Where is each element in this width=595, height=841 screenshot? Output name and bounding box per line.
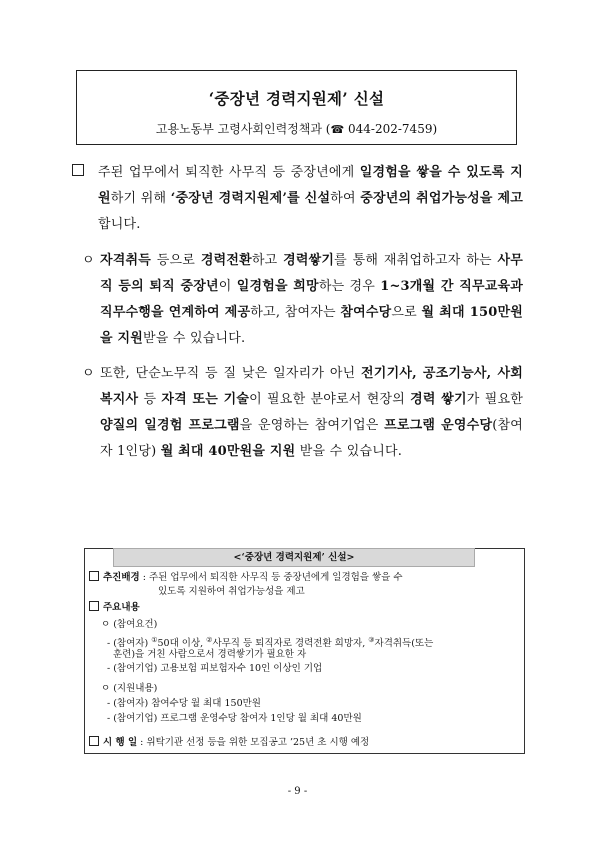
- department-name: 고용노동부 고령사회인력정책과 (: [155, 122, 331, 136]
- bold-text: 일경험을 쌓을 수 있도록 지원: [98, 165, 524, 206]
- circled-number: ②: [206, 636, 213, 644]
- bold-text: 프로그램 운영수당: [384, 418, 493, 433]
- bold-text: 일경험을 희망: [236, 279, 319, 294]
- text: 하여: [330, 191, 361, 206]
- page-title: ‘중장년 경력지원제’ 신설: [208, 89, 385, 108]
- text: 이: [218, 279, 237, 294]
- requirements-heading: ㅇ (참여요건): [101, 619, 158, 630]
- circle-bullet: ㅇ: [82, 366, 95, 381]
- bold-text: 중장년의 취업가능성을 제고: [360, 191, 523, 206]
- circled-number: ③: [368, 636, 375, 644]
- text: 하고: [251, 253, 284, 268]
- phone-icon: ☎: [330, 123, 345, 136]
- schedule-label: 시 행 일: [103, 737, 138, 748]
- bold-text: 경력전환: [200, 253, 252, 268]
- bold-text: 전기기사, 공조기능사, 사회복지사: [100, 366, 524, 407]
- paragraph-participants: [100, 248, 523, 352]
- support-company: - (참여기업) 프로그램 운영수당 참여자 1인당 월 최대 40만원: [107, 713, 362, 724]
- text: - (참여자): [107, 638, 152, 650]
- summary-background-row: [89, 571, 518, 584]
- summary-main-row: [89, 601, 518, 614]
- paragraph-companies: [100, 361, 523, 465]
- text: 를 통해 재취업하고자 하는: [334, 253, 498, 268]
- square-bullet-icon: [89, 571, 99, 581]
- bold-text: 자격취득: [100, 253, 152, 268]
- page-number: - 9 -: [287, 786, 308, 797]
- bold-text: 월 최대 40만원을 지원: [160, 444, 296, 459]
- main-label: 주요내용: [103, 602, 140, 613]
- text: 자격취득(또는: [374, 638, 434, 650]
- text: 등: [138, 392, 162, 407]
- text: 받을 수 있습니다.: [143, 331, 246, 346]
- summary-background-row-2: 있도록 지원하여 취업가능성을 제고: [158, 586, 305, 597]
- bold-text: 사무직 등의 퇴직 중장년: [100, 253, 523, 294]
- text: 합니다.: [98, 217, 141, 232]
- text: 50대 이상,: [157, 638, 207, 650]
- bold-text: 경력 쌓기: [410, 392, 467, 407]
- support-participant: - (참여자) 참여수당 월 최대 150만원: [107, 698, 261, 709]
- bold-text: 1~3개월 간 직무교육과 직무수행을 연계하여 제공: [100, 279, 523, 320]
- circle-bullet: ㅇ: [82, 253, 95, 268]
- bold-text: 월 최대 150만원을 지원: [100, 305, 523, 346]
- text: 을 운영하는 참여기업은: [239, 418, 385, 433]
- text: 등으로: [151, 253, 201, 268]
- text: 하고, 참여자는: [250, 305, 341, 320]
- text: 이 필요한 분야로서 현장의: [249, 392, 411, 407]
- phone-number: 044-202-7459): [348, 122, 438, 136]
- summary-box: [84, 548, 525, 754]
- summary-heading: <‘중장년 경력지원제’ 신설>: [113, 548, 475, 567]
- square-bullet-icon: [89, 601, 99, 611]
- bold-text: ‘중장년 경력지원제’를 신설: [170, 191, 331, 206]
- square-bullet-icon: [72, 164, 84, 176]
- text: 하기 위해: [110, 191, 171, 206]
- square-bullet-icon: [89, 736, 99, 746]
- bold-text: 자격 또는 기술: [161, 392, 250, 407]
- text: 하는 경우: [318, 279, 381, 294]
- text: 가 필요한: [466, 392, 523, 407]
- text: 으로: [391, 305, 422, 320]
- summary-schedule-row: [89, 736, 518, 749]
- text: 주된 업무에서 퇴직한 사무직 등 중장년에게: [98, 165, 360, 180]
- text: 사무직 등 퇴직자로 경력전환 희망자,: [212, 638, 369, 650]
- requirement-participant-cont: 훈련)을 거친 사람으로서 경력쌓기가 필요한 자: [113, 649, 307, 660]
- support-heading: ㅇ (지원내용): [101, 683, 158, 694]
- schedule-text: : 위탁기관 선정 등을 위한 모집공고 ’25년 초 시행 예정: [137, 737, 370, 748]
- title-box: [76, 70, 517, 145]
- bold-text: 경력쌓기: [283, 253, 335, 268]
- bold-text: 양질의 일경험 프로그램: [100, 418, 240, 433]
- bold-text: 참여수당: [340, 305, 392, 320]
- text: 받을 수 있습니다.: [295, 444, 403, 459]
- requirement-company: - (참여기업) 고용보험 피보험자수 10인 이상인 기업: [107, 663, 323, 674]
- department-contact: [77, 120, 516, 137]
- text: 또한, 단순노무직 등 질 낮은 일자리가 아닌: [100, 366, 362, 381]
- background-text: : 주된 업무에서 퇴직한 사무직 등 중장년에게 일경험을 쌓을 수: [139, 572, 403, 583]
- background-label: 추진배경: [103, 572, 140, 583]
- text: (참여자 1인당): [100, 418, 523, 459]
- circled-number: ①: [151, 636, 158, 644]
- paragraph-intro: [98, 160, 523, 238]
